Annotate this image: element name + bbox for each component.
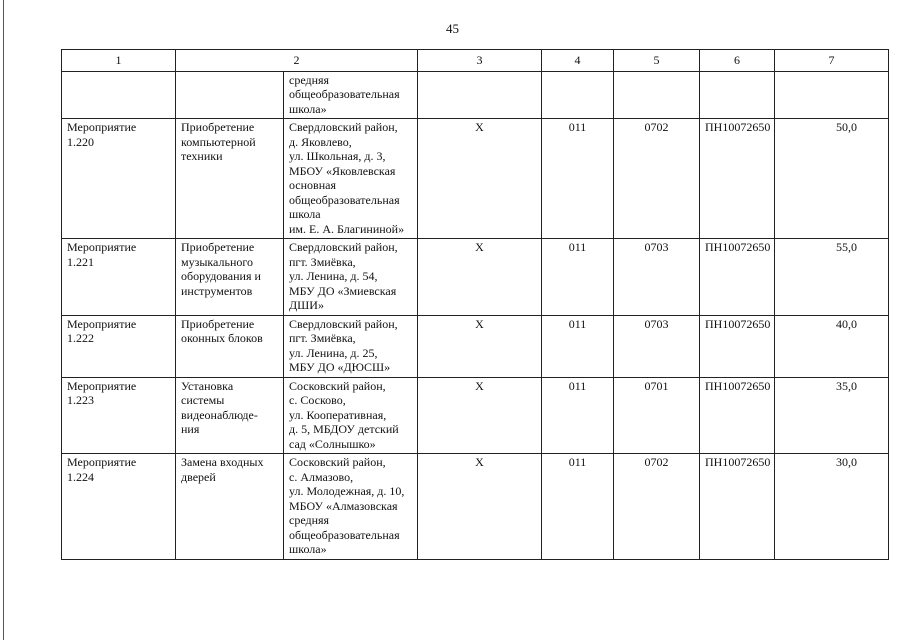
- location-cell: Сосковский район, с. Алмазово, ул. Молодежная, д. 10, МБОУ «Алмазовская средняя общеобразовательная школа»: [284, 454, 418, 560]
- table-row: [62, 454, 889, 560]
- location-cell: средняя общеобразовательная школа»: [284, 71, 418, 119]
- name-cell: Установка системы видеонаблюде- ния: [176, 377, 284, 454]
- col5-cell: 0702: [614, 119, 700, 239]
- amount-cell: 30,0: [775, 454, 889, 560]
- col6-cell: ПН10072650: [700, 377, 775, 454]
- col4-cell: [542, 71, 614, 119]
- col4-cell: 011: [542, 239, 614, 316]
- activity-cell: Мероприятие 1.224: [62, 454, 176, 560]
- amount-cell: 35,0: [775, 377, 889, 454]
- col5-cell: 0702: [614, 454, 700, 560]
- header-row: [62, 50, 889, 72]
- page-left-edge: [3, 0, 4, 640]
- location-cell: Свердловский район, пгт. Змиёвка, ул. Ленина, д. 25, МБУ ДО «ДЮСШ»: [284, 315, 418, 377]
- col3-cell: Х: [418, 239, 542, 316]
- activity-cell: Мероприятие 1.222: [62, 315, 176, 377]
- table-row: [62, 71, 889, 119]
- col3-cell: Х: [418, 454, 542, 560]
- col4-cell: 011: [542, 377, 614, 454]
- col4-cell: 011: [542, 119, 614, 239]
- location-cell: Свердловский район, пгт. Змиёвка, ул. Ленина, д. 54, МБУ ДО «Змиевская ДШИ»: [284, 239, 418, 316]
- amount-cell: [775, 71, 889, 119]
- col6-cell: ПН10072650: [700, 119, 775, 239]
- col4-cell: 011: [542, 454, 614, 560]
- col4-cell: 011: [542, 315, 614, 377]
- activity-cell: [62, 71, 176, 119]
- header-cell-4: 4: [542, 50, 614, 72]
- name-cell: Приобретение компьютерной техники: [176, 119, 284, 239]
- table-row: [62, 377, 889, 454]
- amount-cell: 50,0: [775, 119, 889, 239]
- col6-cell: [700, 71, 775, 119]
- col5-cell: 0703: [614, 315, 700, 377]
- name-cell: Приобретение оконных блоков: [176, 315, 284, 377]
- name-cell: Замена входных дверей: [176, 454, 284, 560]
- table-row: [62, 239, 889, 316]
- location-cell: Сосковский район, с. Сосково, ул. Кооперативная, д. 5, МБДОУ детский сад «Солнышко»: [284, 377, 418, 454]
- activity-cell: Мероприятие 1.221: [62, 239, 176, 316]
- table-row: [62, 315, 889, 377]
- name-cell: Приобретение музыкального оборудования и инструментов: [176, 239, 284, 316]
- header-cell-2: 2: [176, 50, 418, 72]
- header-cell-6: 6: [700, 50, 775, 72]
- activity-cell: Мероприятие 1.223: [62, 377, 176, 454]
- col6-cell: ПН10072650: [700, 239, 775, 316]
- amount-cell: 55,0: [775, 239, 889, 316]
- page-number: 45: [446, 21, 459, 36]
- col5-cell: [614, 71, 700, 119]
- col6-cell: ПН10072650: [700, 315, 775, 377]
- location-cell: Свердловский район, д. Яковлево, ул. Школьная, д. 3, МБОУ «Яковлевская основная общеобразовательная школа им. Е. А. Благининой»: [284, 119, 418, 239]
- header-cell-5: 5: [614, 50, 700, 72]
- col3-cell: Х: [418, 315, 542, 377]
- header-cell-1: 1: [62, 50, 176, 72]
- col3-cell: Х: [418, 119, 542, 239]
- col3-cell: Х: [418, 377, 542, 454]
- col5-cell: 0703: [614, 239, 700, 316]
- name-cell: [176, 71, 284, 119]
- header-cell-7: 7: [775, 50, 889, 72]
- col3-cell: [418, 71, 542, 119]
- table-row: [62, 119, 889, 239]
- col6-cell: ПН10072650: [700, 454, 775, 560]
- budget-activities-table: [61, 49, 889, 560]
- amount-cell: 40,0: [775, 315, 889, 377]
- activity-cell: Мероприятие 1.220: [62, 119, 176, 239]
- col5-cell: 0701: [614, 377, 700, 454]
- header-cell-3: 3: [418, 50, 542, 72]
